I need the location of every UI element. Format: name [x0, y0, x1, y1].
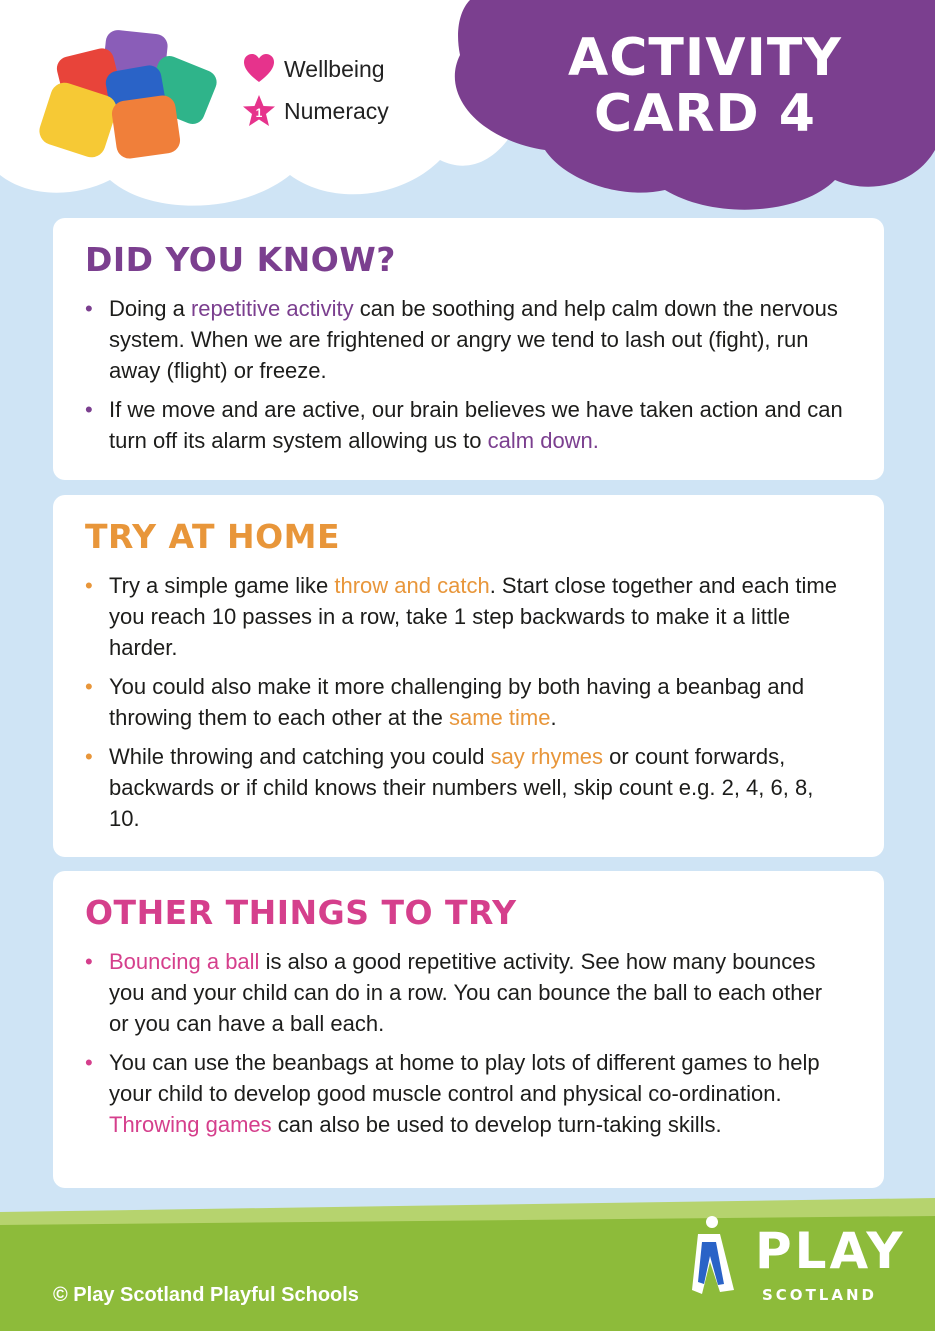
- bullet-list: [85, 946, 844, 1140]
- list-item: • If we move and are active, our brain believes we have taken action and can turn off its alarm system allowing us to calm down.: [85, 394, 844, 456]
- section-try-at-home: [53, 495, 884, 857]
- list-item: • Try a simple game like throw and catch. Start close together and each time you reach 10 passes in a row, take 1 step backwards to make it a little harder.: [85, 570, 844, 663]
- tag-wellbeing: [242, 48, 389, 90]
- section-other-things-to-try: [53, 871, 884, 1188]
- tag-label: Wellbeing: [284, 55, 385, 82]
- heart-icon: [242, 52, 276, 86]
- logo-subtitle: SCOTLAND: [762, 1286, 877, 1304]
- star-icon: [242, 94, 276, 128]
- section-did-you-know: [53, 218, 884, 480]
- highlight-text: Bouncing a ball: [109, 949, 260, 974]
- copyright-text: © Play Scotland Playful Schools: [53, 1284, 359, 1306]
- star-badge: 1: [255, 106, 263, 120]
- list-item: • While throwing and catching you could say rhymes or count forwards, backwards or if child knows their numbers well, skip count e.g. 2, 4, 6, 8, 10.: [85, 741, 844, 834]
- highlight-text: repetitive activity: [190, 296, 354, 321]
- card-title-line1: ACTIVITY: [568, 28, 842, 88]
- card-title-line2: CARD 4: [594, 84, 816, 144]
- highlight-text: throw and catch: [334, 573, 490, 598]
- highlight-text: calm down.: [487, 428, 599, 453]
- list-item: • Bouncing a ball is also a good repetitive activity. See how many bounces you and your child can do in a row. You can bounce the ball to each other or you can have a ball each.: [85, 946, 844, 1039]
- bullet-list: [85, 293, 844, 456]
- card-title: [540, 30, 870, 142]
- highlight-text: Throwing games: [109, 1112, 272, 1137]
- tag-numeracy: [242, 90, 389, 132]
- highlight-text: same time: [448, 705, 551, 730]
- list-item: • Doing a repetitive activity can be soothing and help calm down the nervous system. When we are frightened or angry we tend to lash out (fight), run away (flight) or freeze.: [85, 293, 844, 386]
- section-title: TRY AT HOME: [85, 517, 341, 556]
- curriculum-tags: [242, 48, 389, 132]
- list-item: • You can use the beanbags at home to play lots of different games to help your child to develop good muscle control and physical co-ordination. Throwing games can also be used to develop turn-taking skills.: [85, 1047, 844, 1140]
- section-title: OTHER THINGS TO TRY: [85, 893, 517, 932]
- list-item: • You could also make it more challenging by both having a beanbag and throwing them to each other at the same time.: [85, 671, 844, 733]
- highlight-text: say rhymes: [490, 744, 604, 769]
- tag-label: Numeracy: [284, 97, 389, 124]
- bullet-list: [85, 570, 844, 834]
- logo-word: PLAY: [755, 1222, 906, 1280]
- section-title: DID YOU KNOW?: [85, 240, 396, 279]
